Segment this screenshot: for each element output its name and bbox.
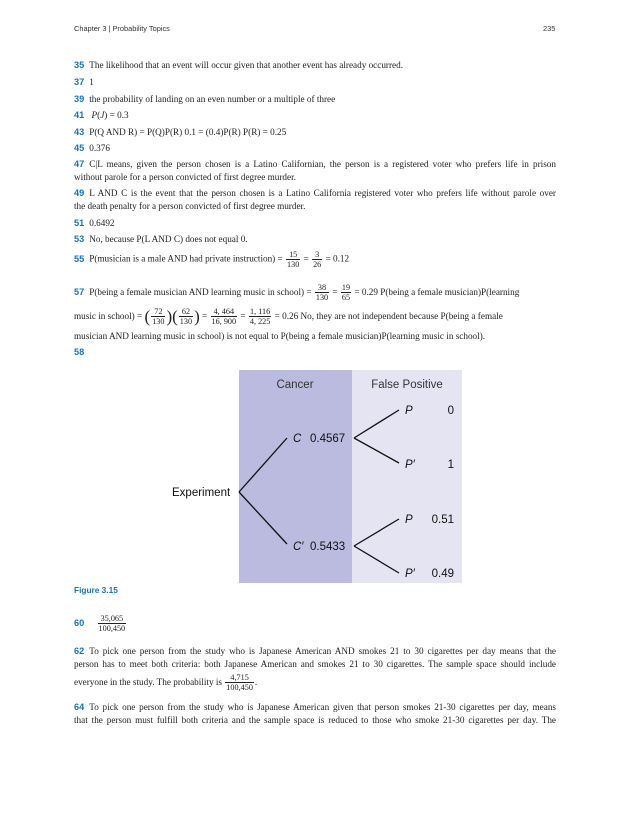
answer-text-line2: that the person must fulfill both criteria and the sample space is reduced to those who smoke 21-30 cigarettes per day. The bbox=[74, 715, 556, 725]
answer-text-line2: person has to meet both criteria: both Japanese American and smokes 21 to 30 cigarettes. The sample space should include bbox=[74, 659, 556, 669]
fraction: $\frac{35,065}{100,450}$ bbox=[98, 614, 126, 633]
answer-number: 35 bbox=[74, 60, 85, 70]
answer-text: 1 bbox=[89, 77, 94, 87]
answer-number: 57 bbox=[74, 287, 85, 297]
running-header-chapter: Chapter 3 | Probability Topics bbox=[74, 24, 170, 33]
answer-text: P(Q AND R) = P(Q)P(R) 0.1 = (0.4)P(R) P(R) = 0.25 bbox=[89, 127, 287, 137]
leaf-p-1-value: 0 bbox=[447, 405, 454, 417]
leaf-p-prime-1-value: 1 bbox=[447, 459, 454, 471]
leaf-p-prime-2-label: P′ bbox=[405, 568, 415, 580]
answer-number: 62 bbox=[74, 646, 85, 656]
answer-57: 57 P(being a female musician AND learning music in school) = $\frac{38}{130}$ = $\frac{19}{65}$ = 0.29 P(being a female musician)P(learning music in school) = ( $\frac{72}{130}$ )( $\frac{62}{130}$ ) = $\frac{4, 464}{16, 900}$ = $\frac{1, 116}{4, 225}$ = 0.26 No, they are not independent because P(being a female musician AND learning music in school) is not equal to P(being a female musician)P(learning music in school). bbox=[74, 280, 556, 343]
leaf-p-prime-2-value: 0.49 bbox=[431, 568, 454, 580]
answer-number: 58 bbox=[74, 347, 85, 357]
answer-number: 37 bbox=[74, 77, 85, 87]
root-label: Experiment bbox=[172, 487, 231, 499]
answer-text-line1: L AND C is the event that the person chosen is a Latino California registered voter who prefers life without parole over bbox=[89, 188, 556, 198]
answer-number: 43 bbox=[74, 127, 85, 137]
answer-number: 53 bbox=[74, 234, 85, 244]
equals: = bbox=[303, 253, 309, 264]
leaf-p-2-value: 0.51 bbox=[431, 514, 454, 526]
answer-text-line3: musician AND learning music in school) is not equal to P(being a female musician)P(learning music in school). bbox=[74, 330, 486, 341]
period: . bbox=[254, 677, 258, 687]
answer-number: 47 bbox=[74, 159, 85, 169]
false-positive-column-bg bbox=[352, 370, 462, 583]
answer-text: 0.6492 bbox=[89, 218, 115, 228]
answer-number: 41 bbox=[74, 110, 85, 120]
fraction: $\frac{72}{130}$ bbox=[152, 307, 165, 327]
answer-text: ) = 0.3 bbox=[104, 110, 129, 120]
answer-text-line1: C|L means, given the person chosen is a Latino Californian, the person is a registered voter who prefers life in prison bbox=[89, 159, 556, 169]
answer-number: 45 bbox=[74, 143, 85, 153]
answer-text-line2: the death penalty for a person convicted of first degree murder. bbox=[74, 201, 306, 211]
figure-caption: Figure 3.15 bbox=[74, 585, 118, 595]
fraction: $\frac{38}{130}$ bbox=[315, 283, 329, 303]
answer-text-line1: To pick one person from the study who is Japanese American AND smokes 21 to 30 cigarettes per day means that the bbox=[89, 646, 556, 656]
answer-text: music in school) = bbox=[74, 311, 143, 321]
answer-number: 39 bbox=[74, 94, 85, 104]
math-p: P bbox=[91, 110, 98, 120]
fraction: $\frac{4, 464}{16, 900}$ bbox=[211, 307, 237, 327]
column-header-false-positive: False Positive bbox=[371, 379, 443, 391]
answer-number: 55 bbox=[74, 253, 85, 264]
branch-c-value: 0.4567 bbox=[310, 433, 346, 445]
answer-64 bbox=[74, 701, 556, 727]
answer-text: P(musician is a male AND had private instruction) = bbox=[89, 253, 283, 264]
fraction: $\frac{19}{65}$ bbox=[341, 283, 351, 303]
fraction: $\frac{15}{130}$ bbox=[287, 250, 300, 269]
answer-text-line2: without parole for a person convicted of first degree murder. bbox=[74, 172, 296, 182]
answer-text: = 0.29 P(being a female musician)P(learning bbox=[354, 287, 520, 297]
leaf-p-2-label: P bbox=[405, 514, 413, 526]
answer-text: the probability of landing on an even number or a multiple of three bbox=[89, 94, 336, 104]
answer-number: 64 bbox=[74, 702, 85, 712]
answer-text-line3: everyone in the study. The probability is bbox=[74, 677, 222, 687]
answer-60 bbox=[74, 614, 556, 633]
math-j: J bbox=[100, 110, 105, 120]
leaf-p-1-label: P bbox=[405, 405, 413, 417]
answer-text: The likelihood that an event will occur given that another event has already occurred. bbox=[89, 60, 404, 70]
fraction: $\frac{4,715}{100,450}$ bbox=[226, 673, 253, 693]
equals: = bbox=[332, 287, 338, 297]
answer-text: P(being a female musician AND learning music in school) = bbox=[89, 287, 312, 297]
answer-41: 41 P(J) = 0.3 bbox=[74, 110, 129, 120]
branch-c-label: C bbox=[293, 433, 302, 445]
fraction: $\frac{3}{26}$ bbox=[313, 250, 322, 269]
column-header-cancer: Cancer bbox=[276, 379, 314, 391]
branch-c-prime-value: 0.5433 bbox=[310, 541, 346, 553]
answer-text-line1: To pick one person from the study who is Japanese American given that person smokes 21-30 cigarettes per day, means bbox=[89, 702, 556, 712]
leaf-p-prime-1-label: P′ bbox=[405, 459, 415, 471]
answer-number: 51 bbox=[74, 218, 85, 228]
fraction: $\frac{1, 116}{4, 225}$ bbox=[249, 307, 271, 327]
answer-number: 49 bbox=[74, 188, 85, 198]
answer-text: 0.376 bbox=[89, 143, 110, 153]
equals: = bbox=[240, 311, 246, 321]
answer-text: No, because P(L AND C) does not equal 0. bbox=[89, 234, 248, 244]
answer-text: = 0.12 bbox=[325, 253, 350, 264]
page-number: 235 bbox=[543, 24, 556, 33]
equals: = bbox=[202, 311, 208, 321]
fraction: $\frac{62}{130}$ bbox=[179, 307, 193, 327]
answer-text: = 0.26 No, they are not independent because P(being a female bbox=[274, 311, 503, 321]
branch-c-prime-label: C′ bbox=[293, 541, 304, 553]
answer-number: 60 bbox=[74, 618, 85, 628]
answer-62 bbox=[74, 645, 556, 693]
